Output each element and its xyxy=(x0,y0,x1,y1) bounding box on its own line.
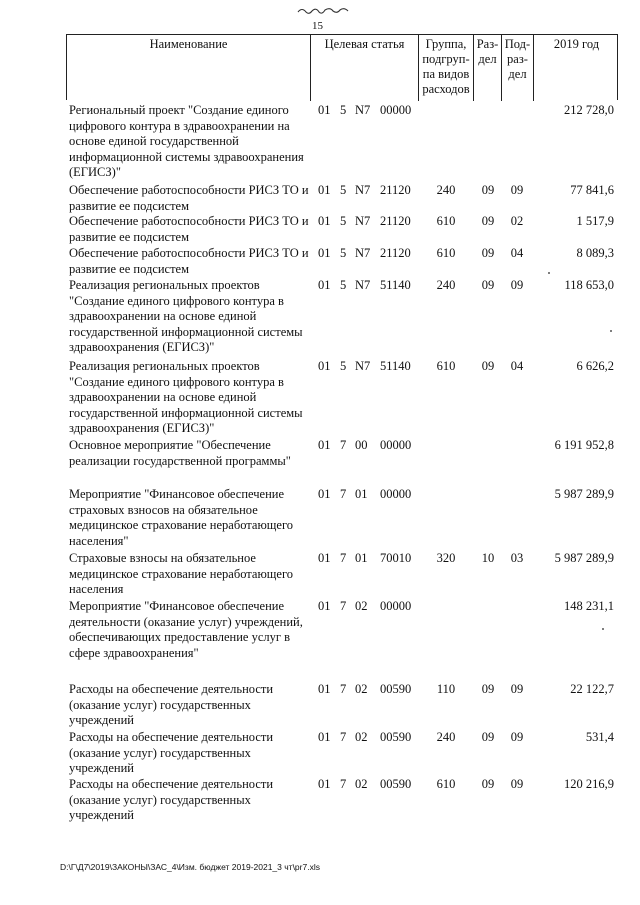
section-code: 09 xyxy=(481,214,495,228)
header-group-line: расходов xyxy=(422,82,470,96)
header-subsection-line: дел xyxy=(508,67,527,81)
subsection-code: 09 xyxy=(510,682,524,696)
code-subprogram: 5 xyxy=(340,246,347,260)
row-name: Обеспечение работоспособности РИСЗ ТО и развитие ее подсистем xyxy=(69,183,309,213)
row-name: Расходы на обеспечение деятельности (оказание услуг) государственных учреждений xyxy=(69,777,274,823)
amount-2019: 8 089,3 xyxy=(576,246,614,260)
code-program: 01 xyxy=(318,777,331,791)
row-name: Мероприятие "Финансовое обеспечение страховых взносов на обязательное медицинское страхование неработающего населения" xyxy=(69,487,294,548)
header-group-line: подгруп- xyxy=(422,52,470,66)
code-direction: 51140 xyxy=(380,359,411,373)
expense-group: 240 xyxy=(436,730,456,744)
code-event: 02 xyxy=(355,599,368,613)
section-code: 09 xyxy=(481,246,495,260)
amount-2019: 77 841,6 xyxy=(570,183,614,197)
row-name: Обеспечение работоспособности РИСЗ ТО и развитие ее подсистем xyxy=(69,214,309,244)
amount-2019: 22 122,7 xyxy=(570,682,614,696)
amount-2019: 5 987 289,9 xyxy=(554,551,614,565)
amount-2019: 6 191 952,8 xyxy=(554,438,614,452)
table-header xyxy=(66,34,618,100)
expense-group: 610 xyxy=(436,214,456,228)
code-subprogram: 7 xyxy=(340,487,347,501)
code-event: 00 xyxy=(355,438,368,452)
row-name: Основное мероприятие "Обеспечение реализации государственной программы" xyxy=(69,438,291,468)
subsection-code: 02 xyxy=(510,214,524,228)
header-group-line: па видов xyxy=(422,67,470,81)
subsection-code: 04 xyxy=(510,359,524,373)
expense-group: 610 xyxy=(436,359,456,373)
header-group-line: Группа, xyxy=(425,37,467,51)
header-year: 2019 год xyxy=(553,37,600,51)
page-number: 15 xyxy=(312,20,323,32)
code-event: 02 xyxy=(355,777,368,791)
code-direction: 21120 xyxy=(380,183,411,197)
subsection-code: 09 xyxy=(510,183,524,197)
row-name: Страховые взносы на обязательное медицинское страхование неработающего населения xyxy=(69,551,294,597)
expense-group: 240 xyxy=(436,278,456,292)
amount-2019: 212 728,0 xyxy=(564,103,614,117)
section-code: 09 xyxy=(481,183,495,197)
code-direction: 00000 xyxy=(380,599,412,613)
expense-group: 610 xyxy=(436,246,456,260)
amount-2019: 531,4 xyxy=(585,730,614,744)
amount-2019: 1 517,9 xyxy=(576,214,614,228)
code-event: N7 xyxy=(355,214,371,228)
amount-2019: 120 216,9 xyxy=(564,777,614,791)
scan-speck xyxy=(602,628,604,630)
subsection-code: 03 xyxy=(510,551,524,565)
code-program: 01 xyxy=(318,278,331,292)
expense-group: 110 xyxy=(436,682,456,696)
code-event: N7 xyxy=(355,246,371,260)
code-subprogram: 5 xyxy=(340,183,347,197)
section-code: 09 xyxy=(481,278,495,292)
code-program: 01 xyxy=(318,214,331,228)
row-name: Реализация региональных проектов "Создание единого цифрового контура в здравоохранении на основе единой государственной информационной системы здравоохранения (ЕГИСЗ)" xyxy=(69,278,303,355)
code-subprogram: 7 xyxy=(340,551,347,565)
row-name: Региональный проект "Создание единого цифрового контура в здравоохранении на основе единой государственной информационной системы здравоохранения (ЕГИСЗ)" xyxy=(69,103,304,180)
code-event: N7 xyxy=(355,359,371,373)
section-code: 09 xyxy=(481,359,495,373)
code-event: 02 xyxy=(355,730,368,744)
code-program: 01 xyxy=(318,359,331,373)
subsection-code: 09 xyxy=(510,278,524,292)
expense-group: 240 xyxy=(436,183,456,197)
header-subsection xyxy=(502,35,534,101)
section-code: 10 xyxy=(481,551,495,565)
amount-2019: 118 653,0 xyxy=(564,278,614,292)
code-event: N7 xyxy=(355,183,371,197)
code-direction: 00590 xyxy=(380,682,412,696)
section-code: 09 xyxy=(481,730,495,744)
code-program: 01 xyxy=(318,183,331,197)
expense-group: 610 xyxy=(436,777,456,791)
code-event: N7 xyxy=(355,103,371,117)
subsection-code: 09 xyxy=(510,777,524,791)
header-section-line: дел xyxy=(478,52,497,66)
code-program: 01 xyxy=(318,730,331,744)
code-program: 01 xyxy=(318,682,331,696)
code-program: 01 xyxy=(318,551,331,565)
row-name: Мероприятие "Финансовое обеспечение деятельности (оказание услуг) учреждений, обеспечивающих предоставление услуг в сфере здравоохранения" xyxy=(69,599,303,660)
header-section xyxy=(474,35,502,101)
code-direction: 00000 xyxy=(380,438,412,452)
code-subprogram: 5 xyxy=(340,103,347,117)
code-event: 01 xyxy=(355,487,368,501)
code-event: N7 xyxy=(355,278,371,292)
subsection-code: 04 xyxy=(510,246,524,260)
code-direction: 70010 xyxy=(380,551,412,565)
code-program: 01 xyxy=(318,103,331,117)
scan-speck xyxy=(548,272,550,274)
header-group xyxy=(419,35,474,101)
code-subprogram: 7 xyxy=(340,599,347,613)
header-section-line: Раз- xyxy=(476,37,499,51)
row-name: Реализация региональных проектов "Создание единого цифрового контура в здравоохранении на основе единой государственной информационной системы здравоохранения (ЕГИСЗ)" xyxy=(69,359,303,436)
row-name: Расходы на обеспечение деятельности (оказание услуг) государственных учреждений xyxy=(69,682,274,728)
code-subprogram: 5 xyxy=(340,359,347,373)
code-subprogram: 5 xyxy=(340,278,347,292)
expense-group: 320 xyxy=(436,551,456,565)
section-code: 09 xyxy=(481,682,495,696)
header-name: Наименование xyxy=(67,35,311,101)
code-subprogram: 7 xyxy=(340,730,347,744)
code-direction: 00590 xyxy=(380,730,412,744)
scan-speck xyxy=(610,330,612,332)
code-program: 01 xyxy=(318,438,331,452)
amount-2019: 6 626,2 xyxy=(576,359,614,373)
amount-2019: 5 987 289,9 xyxy=(554,487,614,501)
scan-stamp-mark xyxy=(296,6,354,16)
code-subprogram: 7 xyxy=(340,777,347,791)
code-event: 01 xyxy=(355,551,368,565)
code-subprogram: 5 xyxy=(340,214,347,228)
section-code: 09 xyxy=(481,777,495,791)
code-direction: 00000 xyxy=(380,103,412,117)
code-direction: 00000 xyxy=(380,487,412,501)
header-subsection-line: Под- xyxy=(504,37,531,51)
header-target-item: Целевая статья xyxy=(311,35,419,101)
code-direction: 51140 xyxy=(380,278,411,292)
code-direction: 00590 xyxy=(380,777,412,791)
code-subprogram: 7 xyxy=(340,682,347,696)
footer-file-path: D:\Г\Д7\2019\ЗАКОНЫ\ЗАС_4\Изм. бюджет 2019-2021_3 чт\pr7.xls xyxy=(60,862,320,872)
amount-2019: 148 231,1 xyxy=(564,599,614,613)
row-name: Расходы на обеспечение деятельности (оказание услуг) государственных учреждений xyxy=(69,730,274,776)
code-event: 02 xyxy=(355,682,368,696)
code-program: 01 xyxy=(318,487,331,501)
code-direction: 21120 xyxy=(380,214,411,228)
code-program: 01 xyxy=(318,599,331,613)
header-subsection-line: раз- xyxy=(507,52,528,66)
subsection-code: 09 xyxy=(510,730,524,744)
code-program: 01 xyxy=(318,246,331,260)
code-direction: 21120 xyxy=(380,246,411,260)
row-name: Обеспечение работоспособности РИСЗ ТО и развитие ее подсистем xyxy=(69,246,309,276)
code-subprogram: 7 xyxy=(340,438,347,452)
